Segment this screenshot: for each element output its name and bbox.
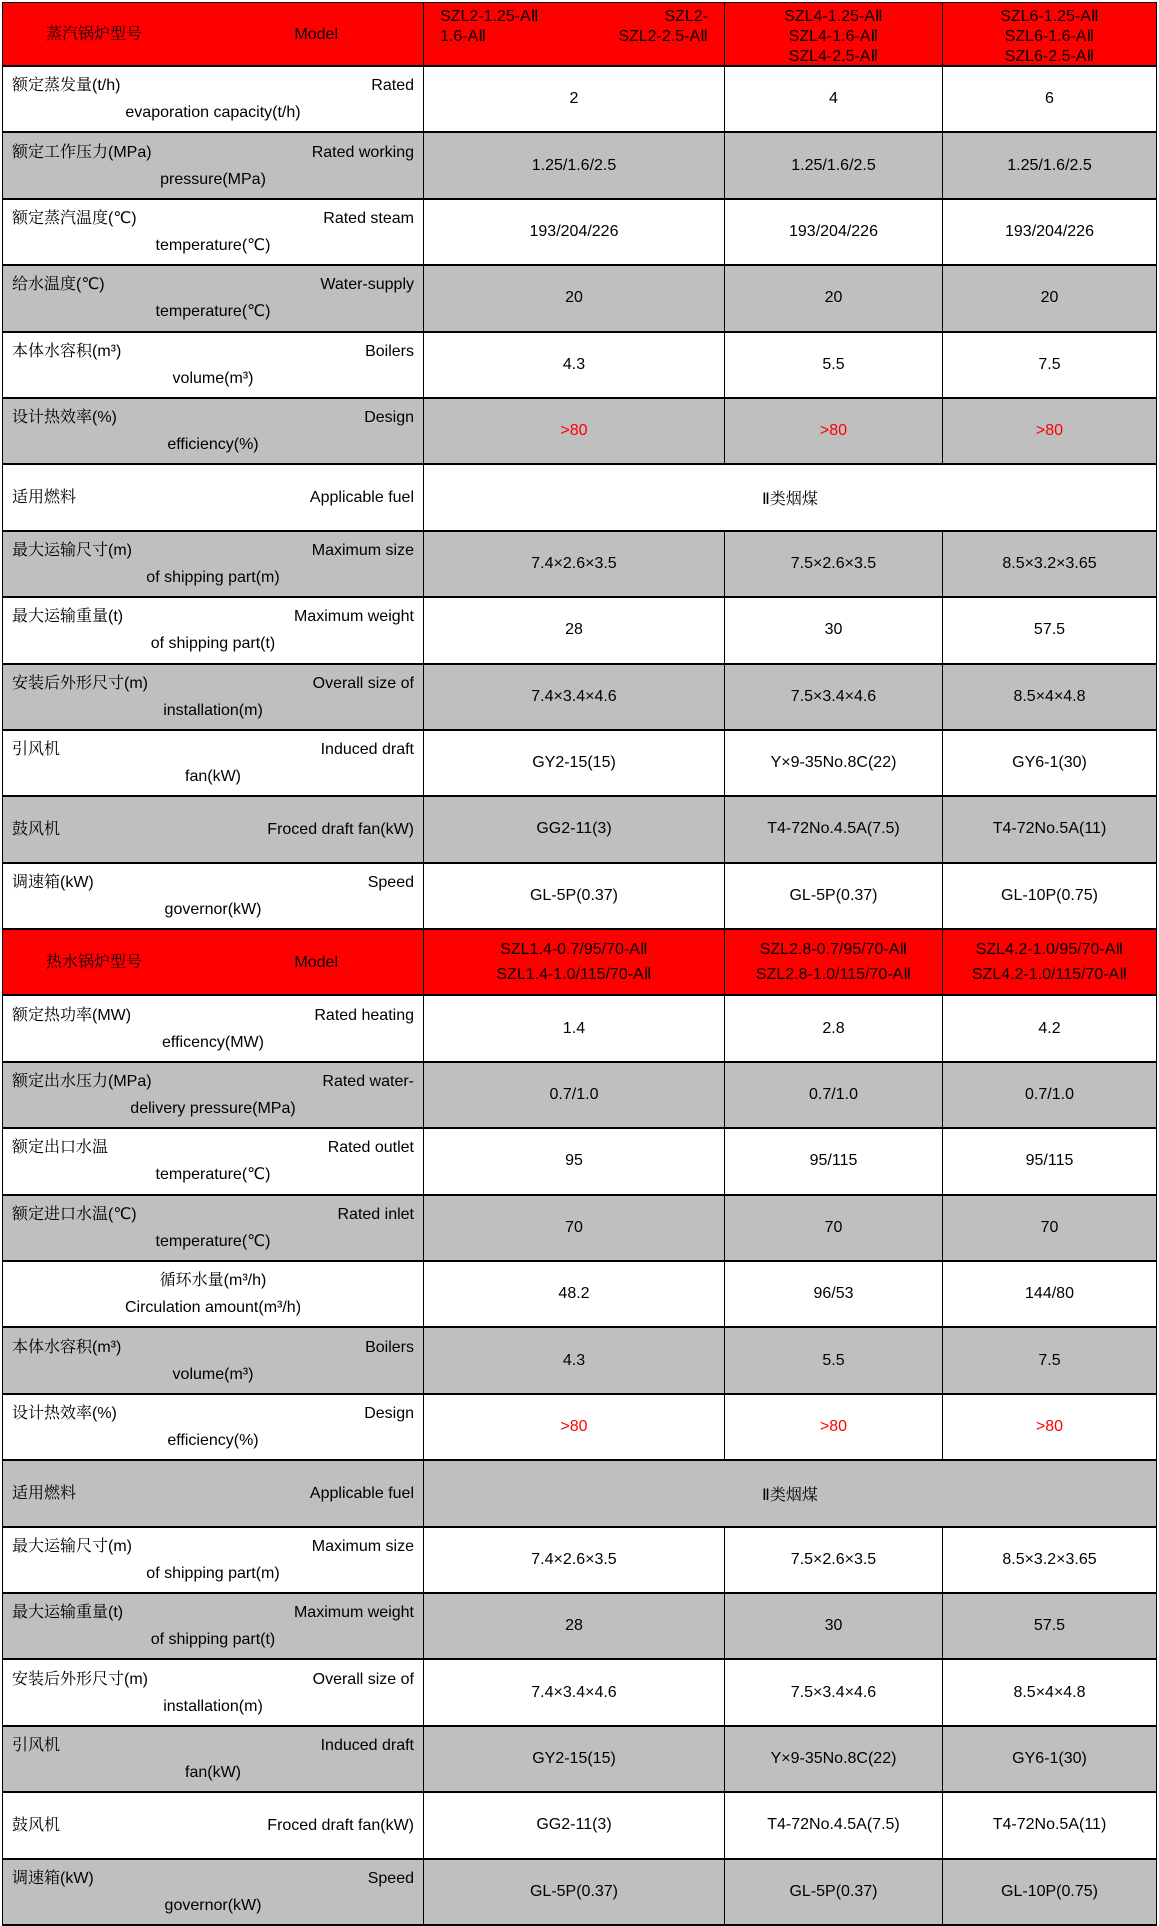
- row-label-en-bottom: installation(m): [163, 1697, 263, 1715]
- value-cell: >80: [1035, 1418, 1064, 1435]
- spec-row: [3, 1196, 1156, 1262]
- value-cell: 5.5: [725, 333, 943, 397]
- row-label-zh: 本体水容积(m³): [12, 342, 122, 360]
- value-cell: 7.5×3.4×4.6: [725, 665, 943, 729]
- row-label-en-bottom: of shipping part(m): [146, 568, 280, 586]
- model-line: [424, 937, 724, 962]
- row-label-line: [12, 1267, 414, 1294]
- row-label-en-bottom: governor(kW): [164, 1896, 262, 1914]
- value-cell: T4-72No.4.5A(7.5): [725, 1793, 943, 1857]
- row-label-en-bottom: efficiency(%): [167, 1432, 259, 1449]
- row-label-en: Froced draft fan(kW): [267, 1816, 414, 1834]
- boiler-spec-table: [2, 2, 1157, 1926]
- value-cell: 57.5: [1033, 621, 1066, 639]
- row-label-line: [12, 869, 414, 896]
- row-label-en: Maximum weight: [293, 1604, 414, 1622]
- row-label-en: Design: [364, 1405, 414, 1422]
- value-cell: GL-10P(0.75): [1001, 1882, 1098, 1900]
- row-label-line: [12, 1599, 414, 1626]
- value-cell: 8.5×3.2×3.65: [1002, 554, 1097, 572]
- row-label-zh: 安装后外形尺寸(m): [12, 1670, 148, 1688]
- row-label-en-bottom: volume(m³): [172, 1365, 254, 1383]
- row-label-cell: [3, 864, 424, 928]
- model-text: SZL4-1.25-AⅡ: [784, 8, 883, 25]
- spec-row: [3, 1860, 1156, 1926]
- row-label-en-bottom: volume(m³): [172, 369, 254, 387]
- row-label-line: [12, 72, 414, 99]
- row-label-en: Speed: [367, 1869, 414, 1887]
- value-cell: 20: [725, 266, 943, 330]
- row-label-zh: 调速箱(kW): [12, 1869, 94, 1887]
- model-text: SZL6-1.25-AⅡ: [1000, 8, 1099, 25]
- row-label-cell: [3, 1860, 424, 1924]
- row-label-zh: 给水温度(℃): [12, 276, 105, 294]
- row-label-cell: [3, 1660, 424, 1724]
- row-label-en-bottom: fan(kW): [185, 768, 241, 786]
- spec-row: [3, 266, 1156, 332]
- value-cell: 8.5×3.2×3.65: [1002, 1550, 1097, 1568]
- row-label-cell: [3, 1528, 424, 1592]
- value-cell: 30: [725, 1594, 943, 1658]
- value-cell: 193/204/226: [424, 200, 725, 264]
- section-header-row: [3, 930, 1156, 996]
- row-label-cell: [3, 1793, 424, 1857]
- row-label-zh: 最大运输尺寸(m): [12, 541, 132, 559]
- row-label-en: Rated heating: [314, 1006, 414, 1024]
- spec-row: [3, 1063, 1156, 1129]
- spec-row: [3, 797, 1156, 863]
- value-cell: 7.5×3.4×4.6: [725, 1660, 943, 1724]
- model-cell: [943, 930, 1156, 994]
- value-cell: >80: [1035, 422, 1064, 440]
- row-label-en-bottom: temperature(℃): [155, 303, 271, 321]
- row-label-zh: 引风机: [12, 1736, 61, 1754]
- spec-row: [3, 1528, 1156, 1594]
- row-label-line: [12, 484, 414, 511]
- value-cell: 20: [1040, 289, 1059, 307]
- row-label-line: [12, 404, 414, 431]
- model-line: [725, 7, 942, 27]
- value-cell: 1.25/1.6/2.5: [424, 133, 725, 197]
- row-label-en-bottom: Circulation amount(m³/h): [124, 1299, 302, 1317]
- spec-row: [3, 1395, 1156, 1461]
- row-label-line: [12, 1400, 414, 1427]
- header-label-zh: 蒸汽锅炉型号: [46, 25, 143, 43]
- row-label-cell: [3, 1461, 424, 1525]
- row-label-line: [12, 1334, 414, 1361]
- row-label-line: [12, 1865, 414, 1892]
- row-label-en: Speed: [367, 873, 414, 891]
- row-label-zh: 适用燃料: [12, 1484, 77, 1502]
- model-text: SZL4.2-1.0/115/70-AⅡ: [971, 966, 1128, 984]
- value-cell: 193/204/226: [1005, 222, 1094, 240]
- value-cell: T4-72No.5A(11): [992, 820, 1107, 838]
- row-label-en: Applicable fuel: [309, 489, 414, 507]
- row-label-cell: [3, 532, 424, 596]
- row-label-en: Maximum size: [311, 541, 414, 559]
- row-label-zh: 额定出水压力(MPa): [12, 1073, 152, 1091]
- row-label-cell: [3, 1196, 424, 1260]
- model-line: [424, 962, 724, 987]
- row-label-en-bottom: installation(m): [163, 701, 263, 719]
- model-line: [424, 27, 724, 47]
- value-cell: GL-5P(0.37): [424, 1860, 725, 1924]
- row-label-cell: [3, 399, 424, 463]
- value-cell: 1.4: [424, 996, 725, 1060]
- value-cell: 95: [424, 1129, 725, 1193]
- value-cell: 144/80: [1025, 1285, 1074, 1303]
- merged-value-cell: Ⅱ类烟煤: [762, 1486, 818, 1504]
- spec-row: [3, 333, 1156, 399]
- row-label-cell: [3, 266, 424, 330]
- value-cell: 1.25/1.6/2.5: [725, 133, 943, 197]
- row-label-zh: 安装后外形尺寸(m): [12, 674, 148, 692]
- spec-row: [3, 1727, 1156, 1793]
- row-label-zh: 最大运输尺寸(m): [12, 1537, 132, 1555]
- value-cell: 6: [1045, 90, 1054, 108]
- row-label-line: [12, 1812, 414, 1839]
- row-label-en: Rated steam: [323, 209, 414, 227]
- row-label-zh: 额定工作压力(MPa): [12, 143, 152, 161]
- spec-row: [3, 864, 1156, 930]
- row-label-line: [12, 1201, 414, 1228]
- row-label-zh: 最大运输重量(t): [12, 1604, 124, 1622]
- row-label-en: Rated working: [311, 143, 414, 161]
- section-header-row: [3, 3, 1156, 67]
- value-cell: 7.4×2.6×3.5: [424, 1528, 725, 1592]
- row-label-en: Overall size of: [312, 1670, 414, 1688]
- value-cell: GL-5P(0.37): [424, 864, 725, 928]
- row-label-cell: [3, 1063, 424, 1127]
- model-line: [725, 27, 942, 47]
- model-text: SZL4-1.6-AⅡ: [788, 28, 879, 45]
- value-cell: 2.8: [725, 996, 943, 1060]
- row-label-cell: [3, 797, 424, 861]
- spec-row: [3, 67, 1156, 133]
- value-cell: 7.4×3.4×4.6: [424, 1660, 725, 1724]
- spec-row: [3, 1793, 1156, 1859]
- value-cell: 7.5×2.6×3.5: [725, 1528, 943, 1592]
- value-cell: 95/115: [725, 1129, 943, 1193]
- row-label-en-bottom: of shipping part(t): [150, 635, 276, 653]
- spec-row: [3, 399, 1156, 465]
- row-label-cell: [3, 465, 424, 529]
- row-label-en: Rated: [371, 77, 414, 95]
- row-label-en-bottom: pressure(MPa): [160, 170, 266, 188]
- row-label-en: Overall size of: [312, 674, 414, 692]
- row-label-en-bottom: efficency(MW): [162, 1033, 264, 1051]
- value-cell: GL-5P(0.37): [725, 864, 943, 928]
- row-label-zh: 最大运输重量(t): [12, 608, 124, 626]
- value-cell: 193/204/226: [725, 200, 943, 264]
- row-label-zh: 调速箱(kW): [12, 873, 94, 891]
- value-cell: T4-72No.4.5A(7.5): [725, 797, 943, 861]
- value-cell: 30: [725, 598, 943, 662]
- spec-row: [3, 532, 1156, 598]
- row-label-zh: 鼓风机: [12, 1816, 61, 1834]
- model-line: [424, 7, 724, 27]
- model-text: SZL2-1.25-AⅡ: [440, 8, 539, 25]
- row-label-en-bottom: of shipping part(m): [146, 1564, 280, 1582]
- header-label-cell: [3, 930, 424, 994]
- spec-row: [3, 133, 1156, 199]
- row-label-line: [12, 205, 414, 232]
- row-label-en: Rated inlet: [337, 1205, 414, 1223]
- row-label-line: [12, 670, 414, 697]
- model-line: [725, 47, 942, 65]
- row-label-zh: 额定蒸发量(t/h): [12, 77, 121, 95]
- value-cell: 0.7/1.0: [424, 1063, 725, 1127]
- header-label-zh: 热水锅炉型号: [46, 953, 143, 971]
- row-label-line: [12, 1134, 414, 1161]
- value-cell: 20: [424, 266, 725, 330]
- value-cell: >80: [424, 1395, 725, 1459]
- value-cell: 7.4×3.4×4.6: [424, 665, 725, 729]
- row-label-en-bottom: governor(kW): [164, 900, 262, 918]
- row-label-line: [12, 271, 414, 298]
- row-label-line: [12, 1666, 414, 1693]
- row-label-en: Design: [364, 409, 414, 427]
- row-label-en-bottom: temperature(℃): [155, 236, 271, 254]
- header-label-en: Model: [294, 953, 338, 971]
- value-cell: GY2-15(15): [424, 731, 725, 795]
- row-label-cell: [3, 333, 424, 397]
- spec-row: [3, 1129, 1156, 1195]
- row-label-en-bottom: evaporation capacity(t/h): [125, 104, 301, 122]
- model-text: SZL1.4-1.0/115/70-AⅡ: [496, 966, 652, 984]
- row-label-en: Boilers: [365, 1338, 414, 1356]
- model-line: [725, 962, 942, 987]
- row-label-cell: [3, 1594, 424, 1658]
- row-label-line: [12, 537, 414, 564]
- spec-row: [3, 1328, 1156, 1394]
- value-cell: >80: [725, 1395, 943, 1459]
- value-cell: 7.5: [1038, 1351, 1061, 1369]
- row-label-cell: [3, 1262, 424, 1326]
- value-cell: 0.7/1.0: [725, 1063, 943, 1127]
- row-label-zh: 额定热功率(MW): [12, 1006, 132, 1024]
- model-text: SZL4.2-1.0/95/70-AⅡ: [975, 941, 1124, 959]
- row-label-zh: 设计热效率(%): [12, 1405, 117, 1422]
- value-cell: 0.7/1.0: [1025, 1086, 1074, 1104]
- model-line: [725, 937, 942, 962]
- model-cell: [943, 3, 1156, 65]
- value-cell: GY2-15(15): [424, 1727, 725, 1791]
- model-line: [943, 7, 1156, 27]
- row-label-zh: 额定出口水温: [12, 1139, 109, 1157]
- row-label-line: [12, 1002, 414, 1029]
- row-label-cell: [3, 133, 424, 197]
- row-label-en-bottom: of shipping part(t): [150, 1631, 276, 1649]
- value-cell: 1.25/1.6/2.5: [1007, 156, 1092, 174]
- row-label-cell: [3, 1129, 424, 1193]
- value-cell: Y×9-35No.8C(22): [725, 731, 943, 795]
- row-label-line: [12, 603, 414, 630]
- value-cell: 8.5×4×4.8: [1013, 687, 1086, 705]
- value-cell: 96/53: [725, 1262, 943, 1326]
- value-cell: 70: [725, 1196, 943, 1260]
- row-label-en-bottom: delivery pressure(MPa): [130, 1100, 296, 1118]
- header-label-line: [12, 949, 414, 976]
- model-text: SZL2.8-1.0/115/70-AⅡ: [755, 966, 912, 984]
- model-text: SZL2-: [664, 8, 708, 25]
- value-cell: GL-10P(0.75): [1001, 886, 1098, 904]
- model-text: SZL1.4-0.7/95/70-AⅡ: [500, 941, 648, 959]
- row-label-en: Induced draft: [320, 741, 414, 759]
- model-cell: [424, 930, 725, 994]
- value-cell: 95/115: [1025, 1152, 1074, 1170]
- row-label-en: Maximum size: [311, 1537, 414, 1555]
- row-label-line: [12, 816, 414, 843]
- value-cell: 7.4×2.6×3.5: [424, 532, 725, 596]
- model-text: SZL2-2.5-AⅡ: [618, 28, 708, 45]
- header-label-line: [12, 21, 414, 48]
- value-cell: 4.3: [424, 1328, 725, 1392]
- row-label-zh: 本体水容积(m³): [12, 1338, 122, 1356]
- row-label-en-bottom: efficiency(%): [167, 436, 259, 454]
- row-label-en: Froced draft fan(kW): [267, 820, 414, 838]
- value-cell: 7.5: [1038, 355, 1061, 373]
- row-label-cell: [3, 200, 424, 264]
- model-text: SZL6-2.5-AⅡ: [1004, 48, 1095, 65]
- header-label-cell: [3, 3, 424, 65]
- spec-row: [3, 1660, 1156, 1726]
- row-label-line: [12, 1732, 414, 1759]
- value-cell: 70: [1040, 1218, 1059, 1236]
- model-cell: [424, 3, 725, 65]
- row-label-en: Induced draft: [320, 1736, 414, 1754]
- row-label-cell: [3, 665, 424, 729]
- model-text: 1.6-AⅡ: [440, 28, 487, 45]
- header-label-en: Model: [294, 25, 338, 43]
- model-cell: [725, 3, 943, 65]
- model-line: [943, 962, 1156, 987]
- spec-row: [3, 200, 1156, 266]
- value-cell: 28: [424, 598, 725, 662]
- row-label-en-bottom: fan(kW): [185, 1763, 241, 1781]
- row-label-line: [12, 1533, 414, 1560]
- spec-row: [3, 598, 1156, 664]
- spec-row: [3, 465, 1156, 531]
- row-label-line: [12, 1068, 414, 1095]
- value-cell: GG2-11(3): [424, 1793, 725, 1857]
- row-label-line: [12, 1480, 414, 1507]
- spec-row: [3, 1461, 1156, 1527]
- value-cell: >80: [424, 399, 725, 463]
- model-text: SZL4-2.5-AⅡ: [788, 48, 879, 65]
- row-label-en-bottom: temperature(℃): [155, 1166, 271, 1184]
- value-cell: 5.5: [725, 1328, 943, 1392]
- spec-row: [3, 996, 1156, 1062]
- spec-row: [3, 1594, 1156, 1660]
- row-label-cell: [3, 598, 424, 662]
- row-label-en: Water-supply: [320, 276, 414, 294]
- row-label-cell: [3, 996, 424, 1060]
- row-label-cell: [3, 1395, 424, 1459]
- row-label-en: Boilers: [365, 342, 414, 360]
- value-cell: 4.2: [1038, 1019, 1061, 1037]
- row-label-en: Maximum weight: [293, 608, 414, 626]
- row-label-zh: 适用燃料: [12, 489, 77, 507]
- value-cell: 2: [424, 67, 725, 131]
- row-label-line: [12, 338, 414, 365]
- value-cell: 4.3: [424, 333, 725, 397]
- model-line: [943, 47, 1156, 65]
- value-cell: >80: [725, 399, 943, 463]
- row-label-en-bottom: temperature(℃): [155, 1232, 271, 1250]
- model-line: [943, 937, 1156, 962]
- value-cell: 48.2: [424, 1262, 725, 1326]
- value-cell: 70: [424, 1196, 725, 1260]
- value-cell: GY6-1(30): [1012, 754, 1087, 772]
- model-cell: [725, 930, 943, 994]
- value-cell: Y×9-35No.8C(22): [725, 1727, 943, 1791]
- value-cell: 7.5×2.6×3.5: [725, 532, 943, 596]
- value-cell: T4-72No.5A(11): [992, 1816, 1107, 1834]
- model-line: [943, 27, 1156, 47]
- row-label-zh: 引风机: [12, 741, 61, 759]
- row-label-zh: 循环水量(m³/h): [159, 1272, 267, 1290]
- value-cell: GG2-11(3): [424, 797, 725, 861]
- model-text: SZL2.8-0.7/95/70-AⅡ: [759, 941, 908, 959]
- row-label-zh: 设计热效率(%): [12, 409, 117, 427]
- row-label-line: [12, 736, 414, 763]
- value-cell: GL-5P(0.37): [725, 1860, 943, 1924]
- value-cell: 28: [424, 1594, 725, 1658]
- row-label-cell: [3, 67, 424, 131]
- row-label-en: Applicable fuel: [309, 1484, 414, 1502]
- spec-row: [3, 1262, 1156, 1328]
- value-cell: 4: [725, 67, 943, 131]
- row-label-en: Rated water-: [322, 1073, 414, 1091]
- value-cell: 57.5: [1033, 1617, 1066, 1635]
- row-label-zh: 额定蒸汽温度(℃): [12, 209, 137, 227]
- spec-row: [3, 665, 1156, 731]
- value-cell: 8.5×4×4.8: [1013, 1683, 1086, 1701]
- value-cell: GY6-1(30): [1012, 1749, 1087, 1767]
- row-label-zh: 鼓风机: [12, 820, 61, 838]
- merged-value-cell: Ⅱ类烟煤: [762, 491, 818, 509]
- row-label-en: Rated outlet: [327, 1139, 414, 1157]
- row-label-cell: [3, 1727, 424, 1791]
- row-label-zh: 额定进口水温(℃): [12, 1205, 137, 1223]
- spec-row: [3, 731, 1156, 797]
- row-label-cell: [3, 1328, 424, 1392]
- model-text: SZL6-1.6-AⅡ: [1004, 28, 1095, 45]
- row-label-cell: [3, 731, 424, 795]
- row-label-line: [12, 139, 414, 166]
